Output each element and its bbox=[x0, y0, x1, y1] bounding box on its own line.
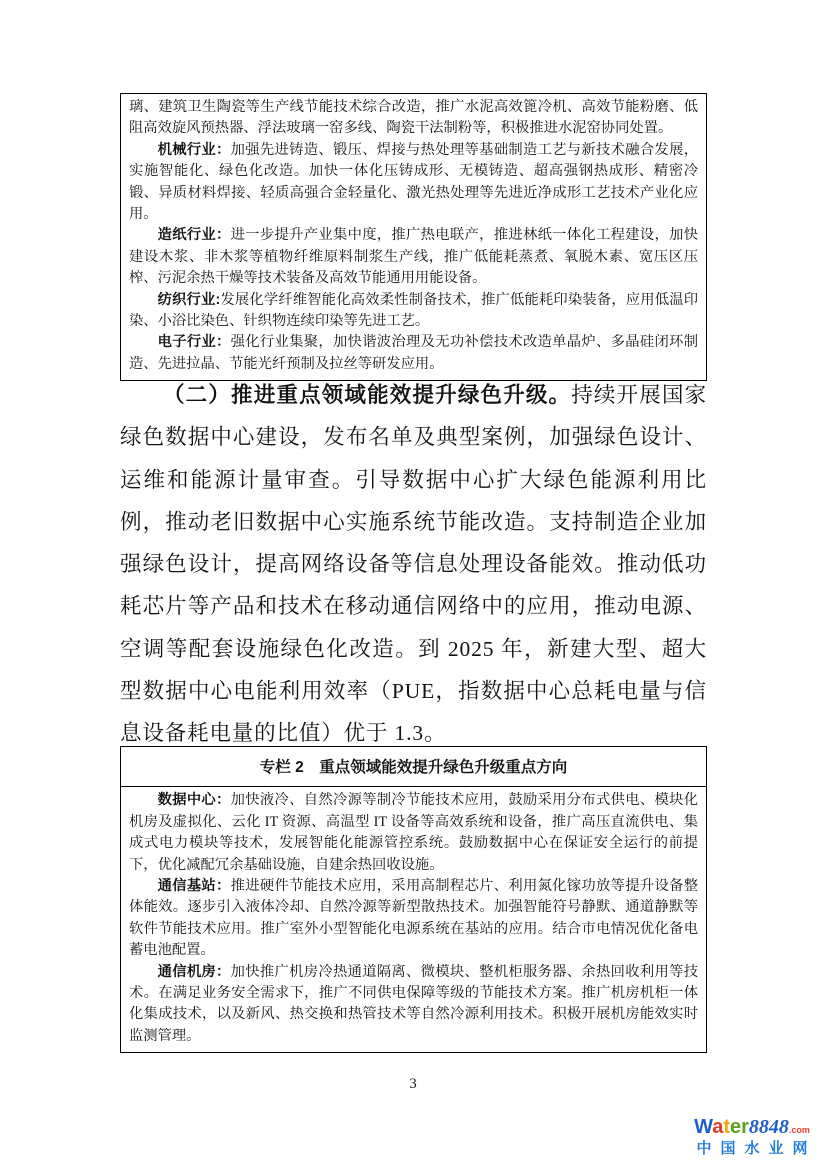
box1-paragraph-3-text: 发展化学纤维智能化高效柔性制备技术，推广低能耗印染装备，应用低温印染、小浴比染色、针织物连续印染等先进工艺。 bbox=[129, 291, 698, 330]
logo-letter-r: r bbox=[741, 1116, 749, 1138]
box2-paragraph-1-text: 推进硬件节能技术应用，采用高制程芯片、利用氮化镓功放等提升设备整体能效。逐步引入液体冷却、自然冷源等新型散热技术。加强智能符号静默、通道静默等软件节能技术应用。推广室外小型智能化电源系统在基站的应用。结合市电情况优化备电蓄电池配置。 bbox=[129, 878, 699, 959]
box1-paragraph-0-text: 璃、建筑卫生陶瓷等生产线节能技术综合改造，推广水泥高效篦冷机、高效节能粉磨、低阻高效旋风预热器、浮法玻璃一窑多线、陶瓷干法制粉等，积极推进水泥窑协同处置。 bbox=[129, 99, 698, 137]
box1-paragraph-electronics bbox=[129, 332, 698, 375]
box1-paragraph-machinery bbox=[129, 140, 698, 226]
box1-paragraph-1-text: 加强先进铸造、锻压、焊接与热处理等基础制造工艺与新技术融合发展，实施智能化、绿色化改造。加快一体化压铸成形、无模铸造、超高强钢热成形、精密冷锻、异质材料焊接、轻质高强合金轻量化、激光热处理等先进近净成形工艺技术产业化应用。 bbox=[129, 141, 699, 223]
box1-paragraph-textile bbox=[129, 290, 698, 333]
box2-paragraph-basestation bbox=[129, 876, 698, 962]
box2-paragraph-datacenter bbox=[129, 790, 698, 876]
box1-paragraph-2-label: 造纸行业： bbox=[157, 227, 231, 244]
logo-letter-a: a bbox=[712, 1116, 724, 1138]
logo-number-8848: 8848 bbox=[748, 1116, 789, 1138]
box1-paragraph-4-label: 电子行业： bbox=[157, 334, 231, 351]
logo-subtitle: 中国水业网 bbox=[696, 1140, 817, 1157]
logo-wordmark bbox=[691, 1117, 813, 1137]
column-2-title: 专栏 2 重点领域能效提升绿色升级重点方向 bbox=[121, 747, 706, 787]
section-2-heading: （二）推进重点领域能效提升绿色升级。 bbox=[163, 383, 572, 407]
box1-paragraph-continuation bbox=[129, 97, 698, 140]
industry-measures-box bbox=[120, 93, 707, 381]
box1-paragraph-1-label: 机械行业： bbox=[157, 141, 231, 158]
column-2-box bbox=[120, 746, 707, 1053]
section-2-body: 持续开展国家绿色数据中心建设，发布名单及典型案例，加强绿色设计、运维和能源计量审查。引导数据中心扩大绿色能源利用比例，推动老旧数据中心实施系统节能改造。支持制造企业加强绿色设计，提高网络设备等信息处理设备能效。推动低功耗芯片等产品和技术在移动通信网络中的应用，推动电源、空调等配套设施绿色化改造。到 2025 年，新建大型、超大型数据中心电能利用效率（PUE，指数据中心总耗电量与信息设备耗电量的比值）优于 1.3。 bbox=[120, 383, 707, 746]
box1-paragraph-4-text: 强化行业集聚，加快谐波治理及无功补偿技术改造单晶炉、多晶硅闭环制造、先进拉晶、节能光纤预制及拉丝等研发应用。 bbox=[129, 334, 699, 372]
logo-letter-t: t bbox=[723, 1116, 730, 1138]
logo-domain-suffix: .com bbox=[788, 1125, 810, 1135]
box2-paragraph-2-label: 通信机房： bbox=[157, 963, 231, 980]
water8848-logo bbox=[691, 1116, 817, 1157]
box1-paragraph-papermaking bbox=[129, 225, 698, 289]
logo-letter-e: e bbox=[730, 1116, 742, 1138]
box2-paragraph-0-text: 加快液冷、自然冷源等制冷节能技术应用，鼓励采用分布式供电、模块化机房及虚拟化、云化 IT 资源、高温型 IT 设备等高效系统和设备，推广高压直流供电、集成式电力模块等技术，发展智能化能源管控系统。鼓励数据中心在保证安全运行的前提下，优化减配冗余基础设施，自建余热回收设施。 bbox=[129, 792, 699, 873]
box1-paragraph-3-label: 纺织行业: bbox=[157, 291, 221, 308]
section-2-paragraph bbox=[120, 374, 707, 755]
box2-paragraph-1-label: 通信基站： bbox=[157, 878, 231, 895]
box1-paragraph-2-text: 进一步提升产业集中度，推广热电联产，推进林纸一体化工程建设，加快建设木浆、非木浆等植物纤维原料制浆生产线，推广低能耗蒸煮、氧脱木素、宽压区压榨、污泥余热干燥等技术装备及高效节能通用用能设备。 bbox=[129, 227, 699, 287]
industry-measures-box-body bbox=[121, 94, 706, 380]
column-2-body bbox=[121, 787, 706, 1052]
box2-paragraph-2-text: 加快推广机房冷热通道隔离、微模块、整机柜服务器、余热回收利用等技术。在满足业务安全需求下，推广不同供电保障等级的节能技术方案。推广机房机柜一体化集成技术，以及新风、热交换和热管技术等自然冷源利用技术。积极开展机房能效实时监测管理。 bbox=[129, 963, 699, 1044]
page-number: 3 bbox=[409, 1076, 417, 1092]
box2-paragraph-0-label: 数据中心： bbox=[157, 792, 231, 809]
box2-paragraph-telecomroom bbox=[129, 962, 698, 1048]
logo-letter-w: W bbox=[694, 1116, 713, 1138]
